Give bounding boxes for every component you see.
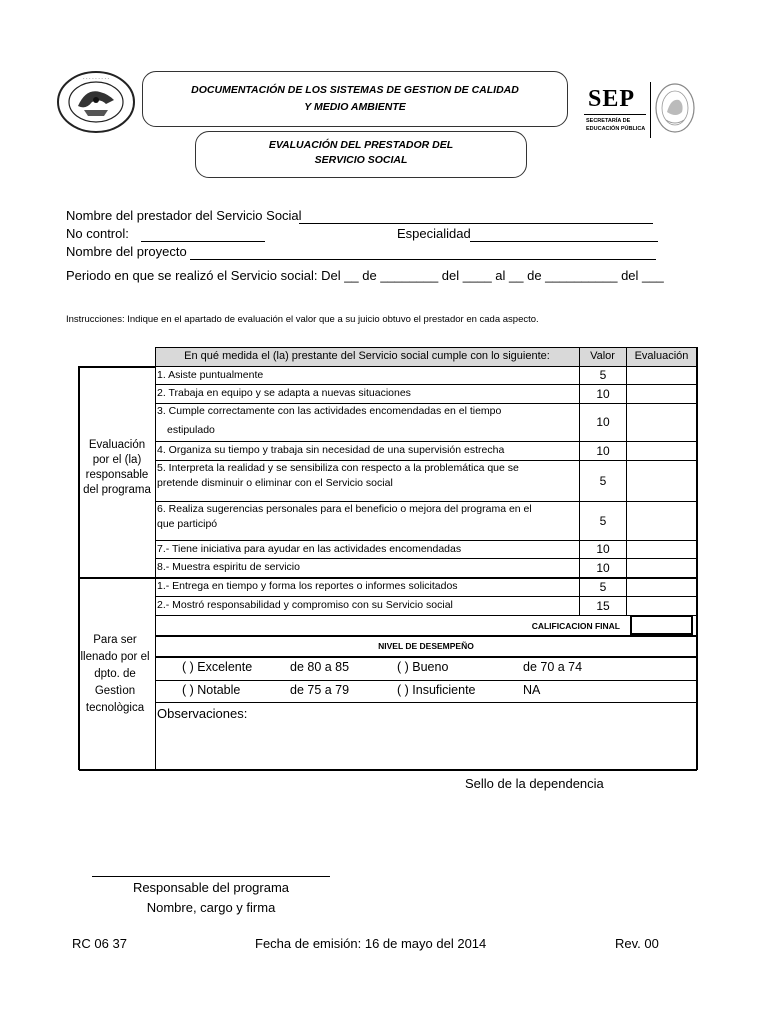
item-evaluacion-cell[interactable] xyxy=(626,366,697,384)
periodo-label: Periodo en que se realizó el Servicio social: Del __ de ________ del ____ al __ de __________ del ___ xyxy=(66,268,664,283)
sep-logo xyxy=(578,80,698,140)
footer-code: RC 06 37 xyxy=(72,936,127,951)
item-evaluacion-cell[interactable] xyxy=(626,460,697,501)
item-valor: 5 xyxy=(599,473,607,488)
range-bueno: de 70 a 74 xyxy=(523,660,583,674)
sep-line1: SECRETARÍA DE xyxy=(586,118,631,124)
table-right xyxy=(696,347,698,770)
sep-line2: EDUCACIÓN PÚBLICA xyxy=(586,126,646,132)
item-text-cont: que participó xyxy=(157,518,218,530)
item-text-cont: pretende disminuir o eliminar con el Servicio social xyxy=(157,477,393,489)
option-bueno[interactable]: ( ) Bueno xyxy=(397,660,449,674)
item-text: 6. Realiza sugerencias personales para el beneficio o mejora del programa en el xyxy=(157,503,532,515)
calificacion-final-field[interactable] xyxy=(630,615,693,635)
group1-top xyxy=(79,366,155,368)
row-line xyxy=(155,460,697,461)
signature-line[interactable] xyxy=(92,876,330,877)
item-evaluacion-cell[interactable] xyxy=(626,384,697,403)
item-valor: 10 xyxy=(596,415,610,429)
group1-label-line: por el (la) xyxy=(92,454,142,466)
group1-side-label xyxy=(79,438,155,498)
item-text: 8.- Muestra espiritu de servicio xyxy=(157,561,300,573)
col-line-valor xyxy=(579,347,580,615)
responsable-label: Responsable del programa xyxy=(132,880,290,895)
option-notable[interactable]: ( ) Notable xyxy=(182,683,241,697)
group2-label-line: llenado por el xyxy=(80,651,150,663)
no-control-field[interactable] xyxy=(141,241,265,242)
row-line xyxy=(155,596,697,597)
table-header-valor: Valor xyxy=(590,350,615,362)
group1-label-line: del programa xyxy=(83,484,151,496)
no-control-label: No control: xyxy=(66,226,129,241)
group1-label-line: responsable xyxy=(85,469,149,481)
form-title-line1: EVALUACIÓN DEL PRESTADOR DEL xyxy=(268,139,454,151)
row-line xyxy=(155,403,697,404)
table-header-question: En qué medida el (la) prestante del Servicio social cumple con lo siguiente: xyxy=(184,350,550,362)
nivel-bottom xyxy=(155,656,697,658)
calificacion-final-label: CALIFICACION FINAL xyxy=(531,621,620,631)
item-evaluacion-cell[interactable] xyxy=(626,403,697,441)
instructions-text: Instrucciones: Indique en el apartado de evaluación el valor que a su juicio obtuvo el prestador en cada aspecto. xyxy=(66,314,539,325)
observaciones-label: Observaciones: xyxy=(157,706,248,721)
range-excelente: de 80 a 85 xyxy=(290,660,350,674)
item-text: 7.- Tiene iniciativa para ayudar en las actividades encomendadas xyxy=(157,542,462,555)
svg-text:· · · · · · · · ·: · · · · · · · · · xyxy=(82,76,110,82)
items-bottom-line xyxy=(155,615,697,616)
group2-side-label xyxy=(75,632,155,717)
table-bottom xyxy=(79,769,697,771)
nivel-desempeno-label: NIVEL DE DESEMPEÑO xyxy=(378,641,474,651)
group1-label-line: Evaluación xyxy=(88,439,146,451)
option-insuficiente[interactable]: ( ) Insuficiente xyxy=(397,683,476,697)
item-text: 2.- Mostró responsabilidad y compromiso con su Servicio social xyxy=(157,599,453,611)
row-line xyxy=(155,501,697,502)
calificacion-bottom xyxy=(155,635,697,637)
row-line xyxy=(155,558,697,559)
row-line xyxy=(155,540,697,541)
table-top-line xyxy=(155,347,697,348)
item-text: 1. Asiste puntualmente xyxy=(157,368,264,381)
group-divider xyxy=(79,577,697,579)
footer-date: Fecha de emisión: 16 de mayo del 2014 xyxy=(255,936,487,951)
item-valor: 10 xyxy=(596,560,610,575)
item-valor: 10 xyxy=(596,443,610,458)
especialidad-field[interactable] xyxy=(470,241,658,242)
col-line-left xyxy=(155,347,156,769)
prestador-name-label: Nombre del prestador del Servicio Social xyxy=(66,208,302,223)
item-text: 1.- Entrega en tiempo y forma los reportes o informes solicitados xyxy=(157,580,458,592)
sep-logo-text: SEP xyxy=(588,86,636,112)
row-line xyxy=(155,441,697,442)
form-title-box xyxy=(195,131,527,178)
nombre-cargo-label: Nombre, cargo y firma xyxy=(146,900,276,915)
item-text: 5. Interpreta la realidad y se sensibiliza con respecto a la problemática que se xyxy=(157,462,519,474)
footer-rev: Rev. 00 xyxy=(615,936,659,951)
option-excelente[interactable]: ( ) Excelente xyxy=(182,660,253,674)
document-title-box xyxy=(142,71,568,127)
group2-label-line: tecnològica xyxy=(85,702,145,714)
header-bottom-line xyxy=(155,366,697,367)
range-notable: de 75 a 79 xyxy=(290,683,350,697)
item-valor: 10 xyxy=(596,386,610,401)
group2-label-line: Gestìon xyxy=(94,685,136,697)
item-text: 4. Organiza su tiempo y trabaja sin necesidad de una supervisión estrecha xyxy=(157,444,505,456)
mexico-seal-icon xyxy=(654,82,696,139)
item-text-cont: estipulado xyxy=(167,424,215,436)
sep-divider xyxy=(584,114,646,115)
item-valor: 15 xyxy=(596,598,610,613)
item-evaluacion-cell[interactable] xyxy=(626,558,697,577)
row-line xyxy=(155,384,697,385)
item-valor: 5 xyxy=(599,513,607,528)
item-text: 3. Cumple correctamente con las actividades encomendadas en el tiempo xyxy=(157,405,502,417)
group2-label-line: dpto. de xyxy=(94,668,136,680)
item-valor: 5 xyxy=(599,368,607,382)
item-evaluacion-cell[interactable] xyxy=(626,577,697,596)
item-evaluacion-cell[interactable] xyxy=(626,501,697,540)
form-title-line2: SERVICIO SOCIAL xyxy=(314,154,408,166)
observaciones-field[interactable] xyxy=(156,722,695,768)
document-title-line1: DOCUMENTACIÓN DE LOS SISTEMAS DE GESTION DE CALIDAD xyxy=(191,84,519,96)
sep-vertical-bar xyxy=(650,82,651,138)
item-valor: 5 xyxy=(599,579,607,594)
especialidad-label: Especialidad xyxy=(397,226,471,241)
document-title-line2: Y MEDIO AMBIENTE xyxy=(304,101,406,113)
institute-logo xyxy=(56,70,136,134)
col-line-eval xyxy=(626,347,627,615)
table-header-evaluacion: Evaluación xyxy=(634,350,689,362)
item-evaluacion-cell[interactable] xyxy=(626,441,697,460)
item-evaluacion-cell[interactable] xyxy=(626,596,697,615)
notable-bottom xyxy=(155,702,697,703)
prestador-name-field[interactable] xyxy=(299,223,653,224)
sello-label: Sello de la dependencia xyxy=(465,776,604,791)
group2-label-line: Para ser xyxy=(93,634,137,646)
item-valor: 10 xyxy=(596,542,610,556)
excelente-bottom xyxy=(155,680,697,681)
item-evaluacion-cell[interactable] xyxy=(626,540,697,558)
proyecto-field[interactable] xyxy=(190,259,656,260)
range-insuficiente: NA xyxy=(523,683,541,697)
item-text: 2. Trabaja en equipo y se adapta a nuevas situaciones xyxy=(157,387,411,399)
proyecto-label: Nombre del proyecto xyxy=(66,244,187,259)
